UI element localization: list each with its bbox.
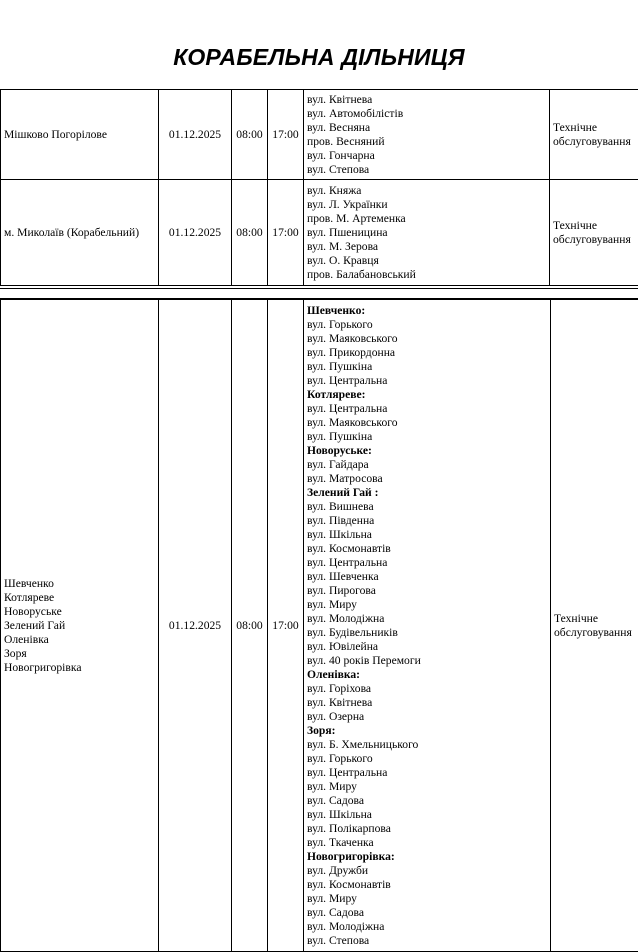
street-name: вул. Ткаченка: [307, 836, 547, 850]
locality-name: Зоря: [4, 647, 155, 661]
date-cell: 01.12.2025: [159, 300, 232, 952]
street-name: вул. Центральна: [307, 374, 547, 388]
locality-name: Котляреве: [4, 591, 155, 605]
street-name: вул. Горіхова: [307, 682, 547, 696]
street-name: вул. Шевченка: [307, 570, 547, 584]
table-row: [1, 300, 638, 952]
street-name: вул. Пшеницина: [307, 226, 546, 240]
street-name: вул. Б. Хмельницького: [307, 738, 547, 752]
street-name: вул. Матросова: [307, 472, 547, 486]
street-name: вул. Полікарпова: [307, 822, 547, 836]
streets-cell: [304, 300, 551, 952]
settlement-heading: Котляреве:: [307, 388, 547, 402]
date-cell: 01.12.2025: [159, 180, 232, 286]
street-name: вул. Прикордонна: [307, 346, 547, 360]
street-name: вул. 40 років Перемоги: [307, 654, 547, 668]
outage-table-bottom: [0, 299, 638, 952]
street-name: вул. Пушкіна: [307, 360, 547, 374]
settlement-heading: Зоря:: [307, 724, 547, 738]
street-name: вул. Миру: [307, 892, 547, 906]
street-name: вул. Весняна: [307, 121, 546, 135]
street-name: вул. Шкільна: [307, 808, 547, 822]
street-name: вул. Степова: [307, 163, 546, 177]
reason-cell: Технічне обслуговування: [550, 90, 638, 180]
street-name: вул. Озерна: [307, 710, 547, 724]
settlement-heading: Шевченко:: [307, 304, 547, 318]
street-name: вул. Миру: [307, 598, 547, 612]
streets-cell: [304, 90, 550, 180]
street-name: вул. Пушкіна: [307, 430, 547, 444]
street-name: вул. Автомобілістів: [307, 107, 546, 121]
start-time-cell: 08:00: [232, 180, 268, 286]
street-name: вул. Шкільна: [307, 528, 547, 542]
street-name: вул. Княжа: [307, 184, 546, 198]
start-time-cell: 08:00: [232, 300, 268, 952]
street-name: вул. Квітнева: [307, 93, 546, 107]
street-name: вул. Космонавтів: [307, 542, 547, 556]
locality-name: Новоруське: [4, 605, 155, 619]
street-name: вул. Центральна: [307, 556, 547, 570]
settlement-heading: Новоруське:: [307, 444, 547, 458]
outage-table-top: [0, 89, 638, 286]
street-name: пров. Весняний: [307, 135, 546, 149]
street-name: вул. О. Кравця: [307, 254, 546, 268]
table-row: [1, 90, 638, 180]
end-time-cell: 17:00: [268, 180, 304, 286]
street-name: пров. М. Артеменка: [307, 212, 546, 226]
settlement-heading: Зелений Гай :: [307, 486, 547, 500]
streets-cell: [304, 180, 550, 286]
street-name: пров. Балабановський: [307, 268, 546, 282]
locality-name: Мішково Погорілове: [4, 128, 155, 142]
street-name: вул. Будівельників: [307, 626, 547, 640]
street-name: вул. Горького: [307, 752, 547, 766]
street-name: вул. Гончарна: [307, 149, 546, 163]
locality-name: Шевченко: [4, 577, 155, 591]
street-name: вул. Миру: [307, 780, 547, 794]
street-name: вул. Центральна: [307, 402, 547, 416]
reason-cell: Технічне обслуговування: [550, 180, 638, 286]
street-name: вул. Гайдара: [307, 458, 547, 472]
locality-name: Новогригорівка: [4, 661, 155, 675]
street-name: вул. Вишнева: [307, 500, 547, 514]
locality-cell: [1, 180, 159, 286]
street-name: вул. Дружби: [307, 864, 547, 878]
locality-cell: [1, 90, 159, 180]
street-name: вул. Садова: [307, 906, 547, 920]
locality-name: м. Миколаїв (Корабельний): [4, 226, 155, 240]
street-name: вул. Центральна: [307, 766, 547, 780]
settlement-heading: Новогригорівка:: [307, 850, 547, 864]
street-name: вул. Ювілейна: [307, 640, 547, 654]
street-name: вул. Маяковського: [307, 332, 547, 346]
end-time-cell: 17:00: [268, 300, 304, 952]
table-row: [1, 180, 638, 286]
street-name: вул. Квітнева: [307, 696, 547, 710]
street-name: вул. Степова: [307, 934, 547, 948]
reason-cell: Технічне обслуговування: [551, 300, 638, 952]
street-name: вул. Космонавтів: [307, 878, 547, 892]
start-time-cell: 08:00: [232, 90, 268, 180]
locality-cell: [1, 300, 159, 952]
street-name: вул. Південна: [307, 514, 547, 528]
locality-name: Зелений Гай: [4, 619, 155, 633]
street-name: вул. Пирогова: [307, 584, 547, 598]
locality-name: Оленівка: [4, 633, 155, 647]
end-time-cell: 17:00: [268, 90, 304, 180]
table-separator: [0, 288, 638, 299]
settlement-heading: Оленівка:: [307, 668, 547, 682]
date-cell: 01.12.2025: [159, 90, 232, 180]
street-name: вул. Садова: [307, 794, 547, 808]
street-name: вул. Маяковського: [307, 416, 547, 430]
street-name: вул. Горького: [307, 318, 547, 332]
street-name: вул. М. Зерова: [307, 240, 546, 254]
street-name: вул. Л. Українки: [307, 198, 546, 212]
street-name: вул. Молодіжна: [307, 920, 547, 934]
page-title: КОРАБЕЛЬНА ДІЛЬНИЦЯ: [0, 44, 638, 71]
street-name: вул. Молодіжна: [307, 612, 547, 626]
